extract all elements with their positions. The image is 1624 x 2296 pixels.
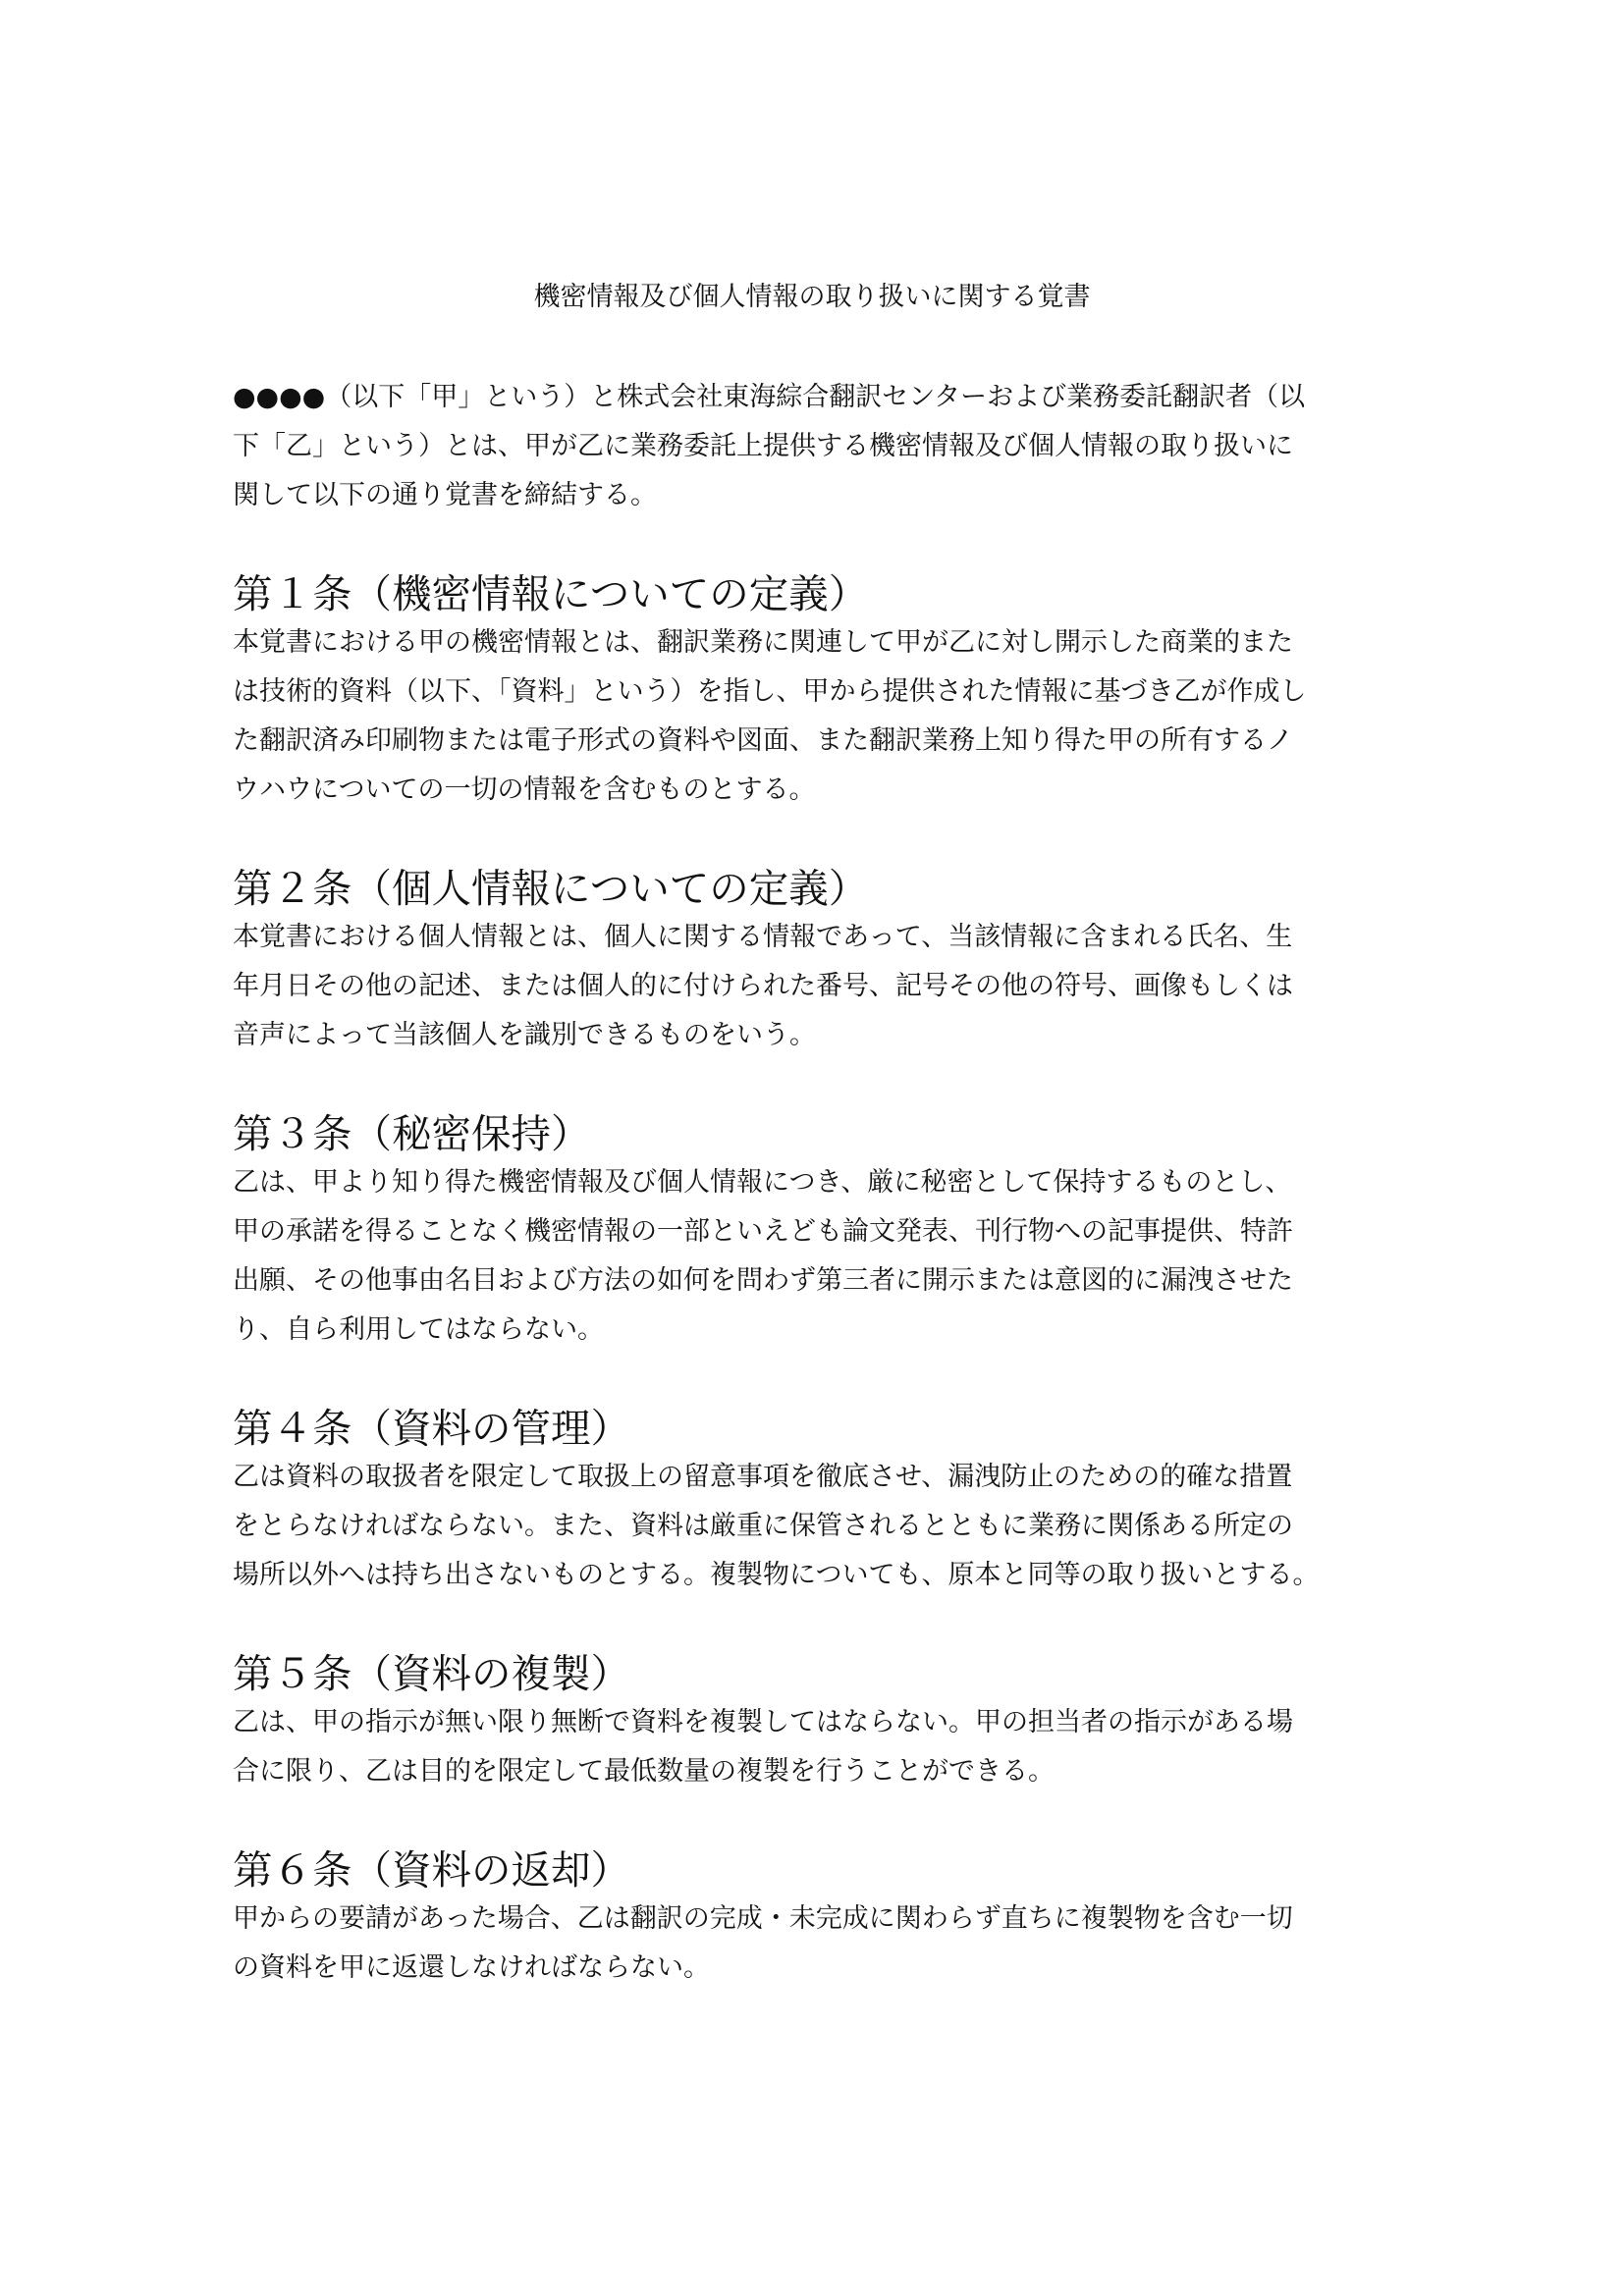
intro-paragraph: ●●●●（以下「甲」という）と株式会社東海綜合翻訳センターおよび業務委託翻訳者（以 下「乙」という）とは、甲が乙に業務委託上提供する機密情報及び個人情報の取り扱いに 関して以下の通り覚書を締結する。 <box>233 382 1306 510</box>
article-body: 乙は、甲の指示が無い限り無断で資料を複製してはならない。甲の担当者の指示がある場 合に限り、乙は目的を限定して最低数量の複製を行うことができる。 <box>233 1707 1293 1787</box>
article-body: 甲からの要請があった場合、乙は翻訳の完成・未完成に関わらず直ちに複製物を含む一切 の資料を甲に返還しなければならない。 <box>233 1903 1293 1983</box>
article-heading: 第２条（個人情報についての定義） <box>233 865 869 912</box>
article-body: 本覚書における甲の機密情報とは、翻訳業務に関連して甲が乙に対し開示した商業的また は技術的資料（以下、「資料」という）を指し、甲から提供された情報に基づき乙が作成し た翻訳済み印刷物または電子形式の資料や図面、また翻訳業務上知り得た甲の所有するノ ウハウについての一切の情報を含むものとする。 <box>233 627 1307 805</box>
document-title: 機密情報及び個人情報の取り扱いに関する覚書 <box>533 282 1091 312</box>
article-2 <box>233 864 1401 1060</box>
article-5 <box>233 1649 1401 1796</box>
article-3 <box>233 1109 1401 1355</box>
document-body <box>233 373 1401 2042</box>
article-body: 本覚書における個人情報とは、個人に関する情報であって、当該情報に含まれる氏名、生 年月日その他の記述、または個人的に付けられた番号、記号その他の符号、画像もしくは 音声によって当該個人を識別できるものをいう。 <box>233 922 1293 1050</box>
article-heading: 第３条（秘密保持） <box>233 1110 591 1157</box>
article-4 <box>233 1404 1401 1600</box>
article-heading: 第６条（資料の返却） <box>233 1846 630 1894</box>
article-6 <box>233 1845 1401 1993</box>
article-body: 乙は資料の取扱者を限定して取扱上の留意事項を徹底させ、漏洩防止のための的確な措置 をとらなければならない。また、資料は厳重に保管されるとともに業務に関係ある所定の 場所以外へは持ち出さないものとする。複製物についても、原本と同等の取り扱いとする。 <box>233 1462 1320 1590</box>
article-heading: 第４条（資料の管理） <box>233 1405 630 1452</box>
article-1 <box>233 569 1401 815</box>
article-heading: 第５条（資料の複製） <box>233 1650 630 1697</box>
article-heading: 第１条（機密情報についての定義） <box>233 570 869 617</box>
article-body: 乙は、甲より知り得た機密情報及び個人情報につき、厳に秘密として保持するものとし、 甲の承諾を得ることなく機密情報の一部といえども論文発表、刊行物への記事提供、特許 出願、その他事由名目および方法の如何を問わず第三者に開示または意図的に漏洩させた り、自ら利用してはならない。 <box>233 1167 1293 1345</box>
